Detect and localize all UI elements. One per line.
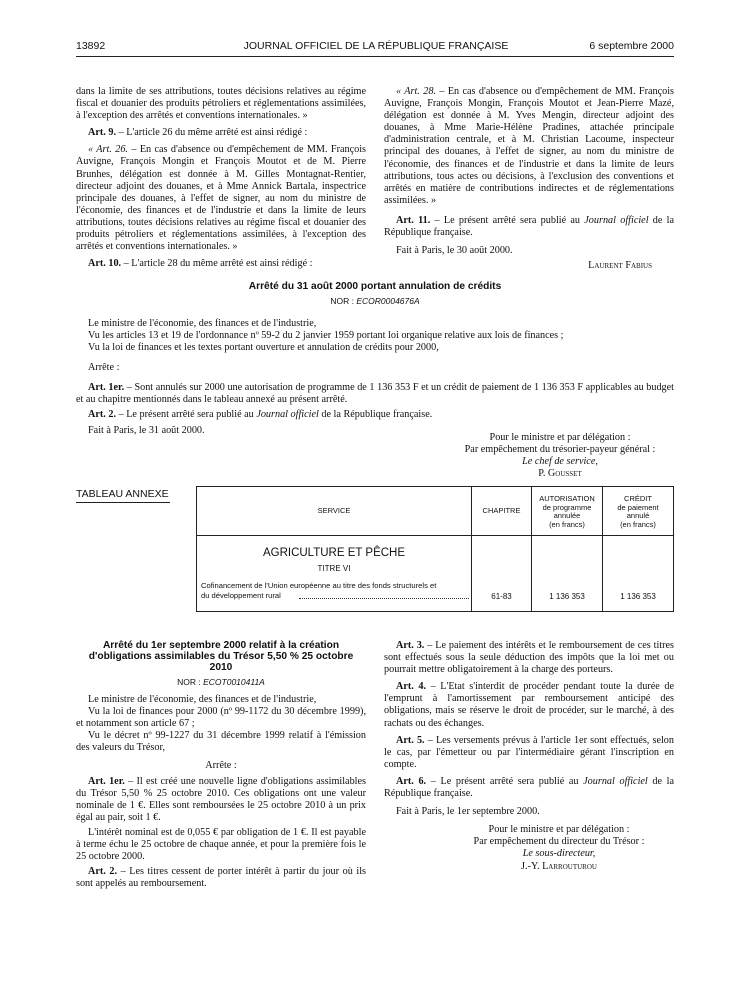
row-description-line: Cofinancement de l'Union européenne au titre des fonds structurels et	[201, 581, 437, 590]
article-label: Art. 1er.	[88, 382, 125, 394]
article-label: Art. 10.	[88, 258, 122, 270]
article-text: – L'Etat s'interdit de procéder pendant toute la durée de l'emprunt à l'amortissement par remboursement anticipé des obligations, mais se réserve le droit de procéder, sur le marché, à des rachats ou des échanges.	[384, 681, 674, 729]
arrete-1-body	[76, 318, 674, 439]
tableau-rule	[76, 502, 170, 503]
preamble-line: Vu la loi de finances pour 2000 (nº 99-1172 du 30 décembre 1999), et notamment son article 67 ;	[76, 706, 366, 730]
done-at: Fait à Paris, le 30 août 2000.	[396, 245, 513, 257]
header-line: de paiement	[617, 502, 659, 512]
arrete-2-left-column	[76, 640, 366, 894]
article-9	[76, 127, 366, 139]
article-28	[384, 86, 674, 207]
header-credit	[603, 495, 673, 529]
signature-line: Par empêchement du trésorier-payeur général :	[464, 444, 656, 455]
preamble-line: Le ministre de l'économie, des finances et de l'industrie,	[88, 318, 317, 329]
row-description-line-2	[201, 591, 469, 601]
article-1	[76, 382, 674, 406]
signature-line: Le sous-directeur,	[522, 848, 596, 860]
signature-name: J.-Y. Larrouturou	[521, 860, 597, 872]
arrete-word: Arrête :	[205, 759, 237, 771]
article-label: Art. 6.	[396, 775, 427, 787]
article-label: Art. 11.	[396, 214, 431, 226]
article-label: Art. 4.	[396, 681, 427, 693]
article-4	[384, 681, 674, 729]
arrete-1-signature-block	[440, 432, 680, 480]
article-text: – Il est créé une nouvelle ligne d'obligations assimilables du Trésor 5,50 % 25 octobre 2010. Ces obligations ont une valeur nominale de 1 €. Elles sont remboursées le 25 octobre 2010 à un prix égal au pair, soit 1 €.	[76, 775, 366, 823]
article-label: Art. 5.	[396, 734, 425, 746]
article-26	[76, 144, 366, 253]
top-left-column	[76, 86, 366, 273]
signature-line: Par empêchement du directeur du Trésor :	[473, 836, 645, 848]
row-description	[201, 581, 469, 601]
article-text: – Les titres cessent de porter intérêt à partir du jour où ils sont appelés au remboursement.	[76, 866, 366, 890]
signature: Laurent Fabius	[588, 260, 652, 272]
arrete-2-nor	[76, 676, 366, 688]
article-label: Art. 1er.	[88, 775, 125, 787]
page-number: 13892	[76, 40, 106, 52]
header-chapitre: CHAPITRE	[482, 506, 521, 515]
article-label: Art. 2.	[88, 866, 118, 878]
header-line: CRÉDIT	[624, 494, 652, 503]
article-text: de la République française.	[318, 408, 433, 420]
signature-line: Le chef de service,	[522, 456, 598, 467]
article-label: « Art. 28.	[396, 86, 436, 97]
article-label: Art. 9.	[88, 127, 117, 139]
tableau-label: TABLEAU ANNEXE	[76, 488, 169, 500]
signature-line: Pour le ministre et par délégation :	[489, 432, 631, 443]
interest-paragraph: L'intérêt nominal est de 0,055 € par obligation de 1 €. Il est payable à terme échu le 25 octobre de chaque année, et pour la première fois le 25 octobre 2000.	[76, 827, 366, 863]
nor-label: NOR :	[177, 677, 204, 687]
article-text: – Le présent arrêté sera publié au	[430, 214, 585, 226]
top-right-column	[384, 86, 674, 272]
arrete-1-title: Arrêté du 31 août 2000 portant annulation de crédits	[248, 281, 502, 292]
preamble-line: Vu la loi de finances et les textes portant ouverture et annulation de crédits pour 2000,	[88, 342, 439, 354]
row-credit: 1 136 353	[620, 592, 656, 601]
article-2	[76, 866, 366, 890]
article-text: – Le présent arrêté sera publié au	[426, 775, 584, 787]
signature-line: Pour le ministre et par délégation :	[488, 824, 630, 836]
article-text: – Sont annulés sur 2000 une autorisation de programme de 1 136 353 F et un crédit de paiement de 1 136 353 F applicables au budget et au chapitre mentionnés dans le tableau annexé au présent arrêté.	[76, 382, 675, 406]
journal-name: Journal officiel	[584, 214, 649, 226]
journal-title: JOURNAL OFFICIEL DE LA RÉPUBLIQUE FRANÇAISE	[243, 40, 509, 52]
header-line: annulé	[626, 511, 650, 520]
header-autorisation	[532, 495, 602, 529]
done-at: Fait à Paris, le 31 août 2000.	[88, 424, 205, 436]
nor-code: ECOT0010411A	[203, 677, 265, 687]
dot-leader	[299, 598, 469, 599]
row-description-text: du développement rural	[201, 591, 281, 600]
article-text: – L'article 28 du même arrêté est ainsi rédigé :	[121, 258, 313, 270]
article-11	[384, 215, 674, 239]
article-text: – En cas d'absence ou d'empêchement de MM. François Auvigne, François Mongin et François Moutot et de M. Pierre Brunhes, délégation est donnée à M. Gilles Montagnat-Rentier, directeur adjoint des douanes, et à Mme Annick Bartala, inspectrice principale des douanes, à l'effet de signer, au nom du ministre de l'économie, des finances et de l'industrie et dans la limite de leurs attributions, toutes décisions relatives au régime fiscal et douanier des produits pétroliers et réglementations assimilées, à l'exception des arrêtés et conventions internationales. »	[76, 144, 366, 253]
header-service: SERVICE	[317, 506, 351, 515]
ministry-name: AGRICULTURE ET PÊCHE	[262, 547, 406, 559]
article-3	[384, 640, 674, 676]
header-divider	[197, 535, 673, 536]
article-text: – En cas d'absence ou d'empêchement de MM. François Auvigne, François Mongin, François Moutot et Jean-Pierre Mazé, délégation est donnée à M. Yves Mengin, directeur adjoint des douanes, à Mme Marie-Hélène Pradines, attachée principale d'administration centrale, et à M. Christian Lacoume, inspecteur principal des douanes, à l'effet de signer, au nom du ministre de l'économie, des finances et de l'industrie et dans la limite de leurs attributions, tous actes ou décisions, à l'exclusion des conventions et arrêtés en matière de contributions indirectes et de réglementations assimilées. »	[384, 86, 674, 206]
journal-name: Journal officiel	[583, 775, 648, 787]
arrete-1-nor	[76, 296, 674, 306]
header-line: annulée	[553, 511, 581, 520]
nor-label: NOR :	[330, 296, 357, 306]
article-6	[384, 776, 674, 800]
nor-code: ECOR0004676A	[356, 296, 420, 306]
done-at: Fait à Paris, le 1er septembre 2000.	[396, 806, 540, 818]
article-label: Art. 2.	[88, 408, 117, 420]
row-chapitre: 61-83	[491, 592, 512, 601]
arrete-2-signature-block	[384, 824, 674, 872]
header-line: AUTORISATION	[539, 494, 595, 503]
article-10	[76, 258, 366, 270]
preamble-line: Vu les articles 13 et 19 de l'ordonnance nº 59-2 du 2 janvier 1959 portant loi organique relative aux lois de finances ;	[88, 330, 564, 342]
article-text: de la République française.	[384, 214, 675, 239]
header-line: de programme	[542, 502, 592, 512]
arrete-2-right-column	[384, 640, 674, 873]
journal-name: Journal officiel	[256, 408, 319, 420]
paragraph: dans la limite de ses attributions, toutes décisions relatives au régime fiscal et douanier des produits pétroliers et réglementations assimilées, à l'exception des arrêtés et conventions internationales. »	[76, 86, 366, 122]
article-5	[384, 735, 674, 771]
article-text: – Le paiement des intérêts et le remboursement de ces titres sont effectués sous la seule déduction des impôts que la loi met ou pourrait mettre obligatoirement à la charge des porteurs.	[384, 640, 674, 676]
row-autorisation: 1 136 353	[549, 592, 585, 601]
preamble-line: Vu le décret nº 99-1227 du 31 décembre 1999 relatif à l'émission des valeurs du Trésor,	[76, 730, 366, 754]
article-2	[76, 409, 674, 421]
issue-date: 6 septembre 2000	[589, 40, 674, 52]
arrete-2-title: Arrêté du 1er septembre 2000 relatif à la création d'obligations assimilables du Trésor 5,50 % 25 octobre 2010	[88, 640, 354, 673]
annex-table	[196, 486, 674, 612]
article-text: – Les versements prévus à l'article 1er sont effectués, selon le cas, par l'émetteur ou par l'intermédiaire gérant l'inscription en compte.	[384, 734, 674, 770]
arrete-word: Arrête :	[88, 362, 120, 374]
article-label: Art. 3.	[396, 640, 425, 651]
preamble-line: Le ministre de l'économie, des finances et de l'industrie,	[88, 694, 317, 706]
header-line: (en francs)	[620, 519, 656, 529]
header-line: (en francs)	[549, 519, 585, 529]
article-text: de la République française.	[384, 775, 675, 800]
article-1	[76, 776, 366, 824]
article-text: – L'article 26 du même arrêté est ainsi rédigé :	[116, 127, 308, 139]
titre-label: TITRE VI	[317, 564, 351, 573]
article-label: « Art. 26.	[88, 144, 128, 156]
header-rule	[76, 56, 674, 57]
signature-name: P. Gousset	[538, 468, 582, 479]
article-text: – Le présent arrêté sera publié au	[116, 408, 257, 420]
